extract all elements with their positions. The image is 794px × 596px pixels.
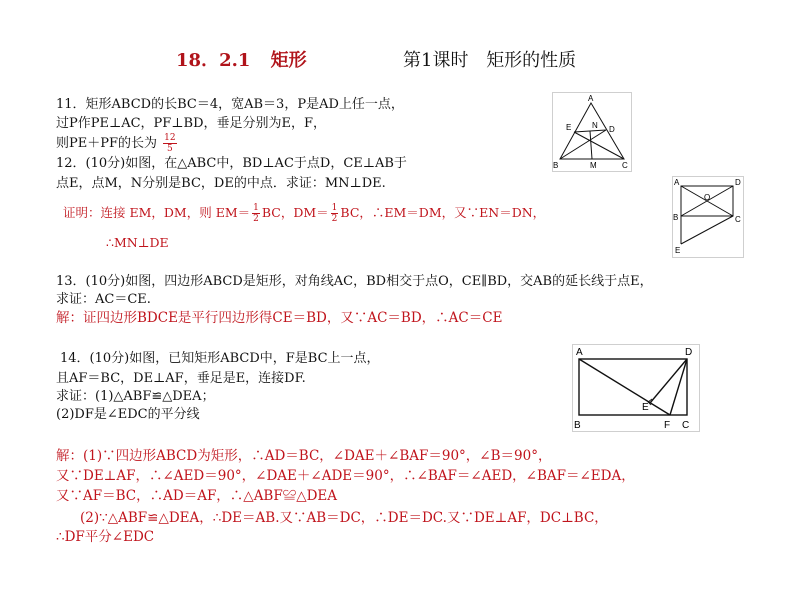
question-13-line1: 13．(10分)如图，四边形ABCD是矩形，对角线AC，BD相交于点O，CE∥BD，交AB的延长线于点E， [56, 274, 653, 289]
question-14-answer-5: ∴DF平分∠EDC [56, 529, 155, 545]
question-13-line2: 求证：AC＝CE. [56, 292, 151, 307]
fig1-label-e: E [566, 123, 572, 132]
question-11-line3 [56, 133, 179, 154]
fig1-label-a: A [588, 94, 594, 103]
figure-rectangle-diagonals [672, 176, 744, 258]
fig3-label-d: D [685, 347, 693, 358]
fig3-label-b: B [574, 420, 581, 431]
lesson-name: 矩形的性质 [486, 50, 577, 71]
fig2-label-b: B [673, 213, 679, 222]
fig1-label-b: B [553, 161, 559, 170]
fig2-label-o: O [704, 193, 711, 202]
question-13-answer: 解：证四边形BDCE是平行四边形得CE＝BD，又∵AC＝BD，∴AC＝CE [56, 310, 503, 326]
question-12-conclusion: ∴MN⊥DE [106, 235, 169, 250]
question-11-line1: 11．矩形ABCD的长BC＝4，宽AB＝3，P是AD上任一点， [56, 97, 404, 112]
section-subnumber: 2.1 [219, 50, 251, 71]
figure-rectangle-af [572, 344, 700, 432]
fig2-label-a: A [674, 178, 680, 187]
question-14-line4: (2)DF是∠EDC的平分线 [56, 407, 200, 422]
lesson-title [403, 46, 576, 72]
question-12-line2: 点E，点M，N分别是BC，DE的中点．求证：MN⊥DE. [56, 176, 386, 191]
question-14-line1: 14．(10分)如图，已知矩形ABCD中，F是BC上一点， [60, 351, 380, 366]
fig3-label-c: C [682, 420, 690, 431]
fig3-label-f: F [664, 420, 671, 431]
figure-triangle [552, 92, 632, 172]
fig2-label-e: E [675, 246, 681, 255]
question-11-prompt: 则PE＋PF的长为 [56, 136, 158, 151]
fig1-label-d: D [609, 125, 615, 134]
fig2-label-d: D [735, 178, 741, 187]
question-14-answer-3: 又∵AF＝BC，∴AD＝AF，∴△ABF≌△DEA [56, 488, 338, 504]
page-title: 18．2.1 矩形 [176, 50, 307, 71]
question-14-answer-2: 又∵DE⊥AF，∴∠AED＝90°，∠DAE＋∠ADE＝90°，∴∠BAF＝∠AED，∠BAF＝∠EDA， [56, 468, 635, 484]
section-number: 18 [176, 50, 202, 71]
fig2-label-c: C [735, 215, 741, 224]
question-11-answer: $\frac{12}{5}$ [164, 133, 176, 154]
question-14-answer-4: (2)∵△ABF≌△DEA，∴DE＝AB.又∵AB＝DC，∴DE＝DC.又∵DE⊥AF，DC⊥BC， [80, 510, 608, 526]
fig1-label-n: N [592, 121, 598, 130]
question-14-line2: 且AF＝BC，DE⊥AF，垂足是E，连接DF. [56, 371, 306, 386]
lesson-number: 第1课时 [403, 50, 469, 71]
question-14-answer-1: 解：(1)∵四边形ABCD为矩形，∴AD＝BC，∠DAE＋∠BAF＝90°，∠B＝90°， [56, 448, 552, 464]
fig3-label-e: E [642, 402, 649, 413]
question-12-proof: 证明：连接 EM，DM，则 EM＝ $\frac{1}{2}$ BC，DM＝ $\frac{1}{2}$ BC，∴EM＝DM，又∵EN＝DN， [63, 203, 546, 224]
question-12-line1: 12．(10分)如图，在△ABC中，BD⊥AC于点D，CE⊥AB于 [56, 156, 407, 171]
question-14-line3: 求证：(1)△ABF≌△DEA； [56, 389, 215, 404]
fig3-label-a: A [576, 347, 583, 358]
question-11-line2: 过P作PE⊥AC，PF⊥BD，垂足分别为E，F， [56, 116, 327, 131]
section-title: 矩形 [270, 50, 307, 71]
fig1-label-m: M [590, 161, 597, 170]
fig1-label-c: C [622, 161, 628, 170]
